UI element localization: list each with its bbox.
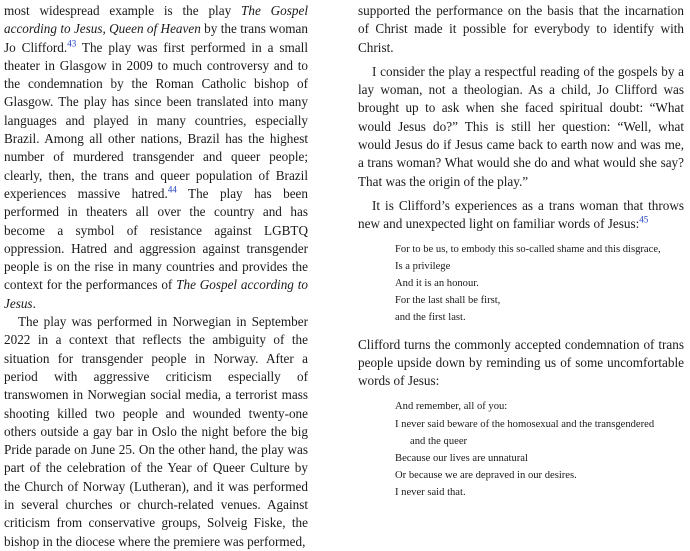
paragraph-norway-performance: The play was performed in Norwegian in September 2022 in a context that reflects the ambiguity of the situation for transgender people in Norway. After a period with aggressive criticism especially of transwomen in Norwegian social media, a terrorist mass shooting killed two people and wounded twenty-one others outside a gay bar in Oslo the night before the big Pride parade on June 25. On the other hand, the play was part of the celebration of the Year of Queer Culture by the Church of Norway (Lutheran), and it was performed in several churches or church-related venues. Against criticism from conservative groups, Solveig Fiske, the bishop in the diocese where the premiere was performed, <box>4 314 308 549</box>
paragraph-bishop-support: supported the performance on the basis that the incarnation of Christ made it possible for everybody to identify with Christ. <box>358 3 684 55</box>
text-run: It is Clifford’s experiences as a trans woman that throws new and unexpected light on familiar words of Jesus: <box>358 197 684 232</box>
quote-line: I never said beware of the homosexual and the transgendered <box>395 418 655 430</box>
quote-line: And it is an honour. <box>395 277 479 289</box>
quote-line: Is a privilege <box>395 260 451 272</box>
footnote-ref-44[interactable]: 44 <box>167 184 177 195</box>
paragraph-clifford-experience <box>358 197 684 234</box>
paragraph-respectful-reading: I consider the play a respectful reading of the gospels by a lay woman, not a theologian. As a child, Jo Clifford was brought up to ask when she faced spiritual doubt: “What would Jesus do?” This is still her question: “Well, what would Jesus do if Jesus came back to earth now and was me, a trans woman? What would she do and what would she say? That was the origin of the play.” <box>358 63 684 189</box>
quote-line: For to be us, to embody this so-called shame and this disgrace, <box>395 243 661 255</box>
paragraph-play-history <box>4 2 308 313</box>
quote-line: For the last shall be first, <box>395 295 501 307</box>
footnote-ref-45[interactable]: 45 <box>639 214 649 225</box>
text-run: . <box>32 295 36 311</box>
paragraph-condemnation: Clifford turns the commonly accepted condemnation of trans people upside down by reminding us of some uncomfortable words of Jesus: <box>358 336 684 389</box>
quote-line: Or because we are depraved in our desires. <box>395 470 577 482</box>
text-run: most widespread example is the play <box>4 3 242 18</box>
footnote-ref-43[interactable]: 43 <box>67 38 77 49</box>
quote-line: I never said that. <box>395 487 466 499</box>
quote-line-continuation: and the queer <box>410 435 468 447</box>
text-run: by the trans woman Jo Clifford. <box>4 21 308 55</box>
play-title-short: The Gospel according to Jesus <box>4 277 308 311</box>
right-column <box>358 2 684 511</box>
block-quote-remember <box>395 398 684 501</box>
quote-line: And remember, all of you: <box>395 401 508 413</box>
quote-line: and the first last. <box>395 312 466 324</box>
text-run: The play was first performed in a small theater in Glasgow in 2009 to much controversy and to the condemnation by the Roman Catholic bishop of Glasgow. The play has since been translated into many languages and played in many countries, especially Brazil. Among all other nations, Brazil has the highest number of murdered transgender and queer people; clearly, then, the trans and queer population of Brazil experiences massive hatred. <box>4 39 308 201</box>
play-title: The Gospel according to Jesus, Queen of Heaven <box>4 3 308 37</box>
text-run: The play has been performed in theaters all over the country and has become a symbol of resistance against LGBTQ oppression. Hatred and aggression against transgender people is on the rise in many countries and provides the context for the performances of <box>4 185 308 293</box>
block-quote-privilege <box>395 241 684 327</box>
left-column <box>4 2 308 551</box>
quote-line: Because our lives are unnatural <box>395 453 528 465</box>
